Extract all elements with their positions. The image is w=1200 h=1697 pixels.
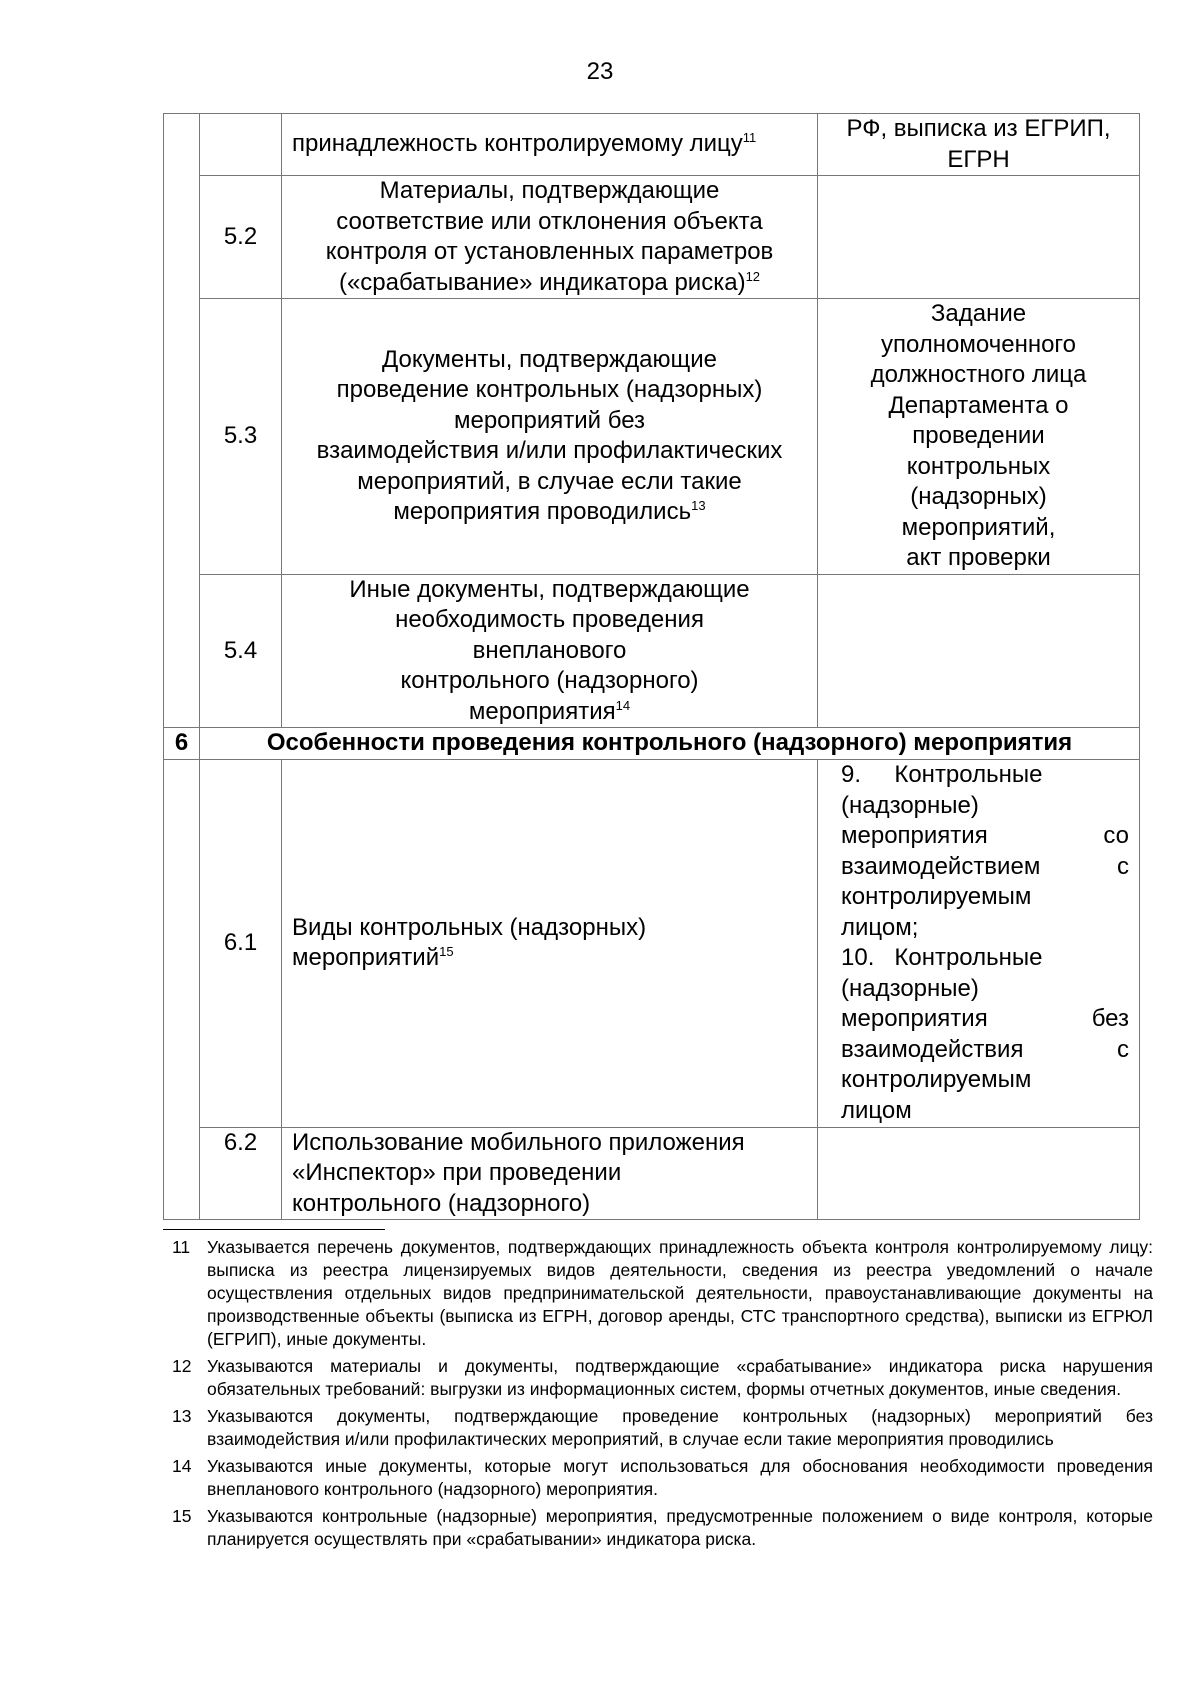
list-item-10: 10. Контрольные (надзорные) мероприятия без взаимодействия с контролируемым лицом — [841, 944, 1129, 1124]
footnote-number: 13 — [172, 1406, 192, 1426]
row-number: 5.2 — [200, 176, 282, 299]
table-row-6-1 — [164, 759, 1140, 1127]
table-row-5-2 — [164, 176, 1140, 299]
row-number: 6.2 — [200, 1127, 282, 1220]
footnote-number: 11 — [172, 1237, 191, 1257]
row-number: 5.4 — [200, 574, 282, 728]
document-table — [163, 113, 1140, 1220]
footnote-text: Указывается перечень документов, подтверждающих принадлежность объекта контроля контролируемому лицу: выписка из реестра лицензируемых видов деятельности, сведения из реестра уведомлений о начале осуществления отдельных видов предпринимательской деятельности, правоустанавливающие документы на производственные объекты (выписка из ЕГРН, договор аренды, СТС транспортного средства), выписки из ЕГРЮЛ (ЕГРИП), иные документы. — [207, 1237, 1153, 1349]
list-item-9: 9. Контрольные (надзорные) мероприятия со взаимодействием с контролируемым лицом; — [841, 761, 1129, 941]
row-number: 5.3 — [200, 299, 282, 575]
footnote-ref: 15 — [439, 944, 454, 959]
footnote-text: Указываются материалы и документы, подтверждающие «срабатывание» индикатора риска нарушения обязательных требований: выгрузки из информационных систем, формы отчетных документов, иные сведения. — [207, 1356, 1153, 1399]
footnote-ref: 11 — [742, 130, 757, 146]
section-5-cell — [164, 114, 200, 728]
footnotes — [163, 1236, 1153, 1555]
footnote-ref: 14 — [615, 697, 631, 713]
document-description: Виды контрольных (надзорных) мероприятий$^{15}$ — [282, 759, 818, 1127]
document-description: Иные документы, подтверждающие необходимость проведения внепланового контрольного (надзорного) мероприятия$^{14}$ — [282, 574, 818, 728]
section-title: Особенности проведения контрольного (надзорного) мероприятия — [200, 728, 1140, 760]
footnote-ref: 12 — [745, 268, 761, 284]
footnote-number: 14 — [172, 1456, 192, 1476]
table-row-5-4 — [164, 574, 1140, 728]
table-row-continuation — [164, 114, 1140, 176]
footnote-separator — [163, 1229, 385, 1230]
document-description: Использование мобильного приложения «Инспектор» при проведении контрольного (надзорного) — [282, 1127, 818, 1220]
row-number: 6.1 — [200, 759, 282, 1127]
section-number: 6 — [164, 728, 200, 760]
document-description: принадлежность контролируемому лицу$^{11}$ — [282, 114, 818, 176]
inspection-types-list — [818, 759, 1140, 1127]
footnote-text: Указываются иные документы, которые могут использоваться для обоснования необходимости проведения внепланового контрольного (надзорного) мероприятия. — [207, 1456, 1153, 1499]
footnote-number: 15 — [172, 1506, 192, 1526]
table-row-5-3 — [164, 299, 1140, 575]
footnote-text: Указываются контрольные (надзорные) мероприятия, предусмотренные положением о виде контроля, которые планируется осуществлять при «срабатывании» индикатора риска. — [207, 1506, 1153, 1549]
table-row-6-2 — [164, 1127, 1140, 1220]
document-source: Задание уполномоченного должностного лица Департамента о проведении контрольных (надзорных) мероприятий, акт проверки — [818, 299, 1140, 575]
footnote — [163, 1236, 1153, 1351]
page-number: 23 — [586, 58, 614, 85]
footnote — [163, 1355, 1153, 1401]
document-description: Материалы, подтверждающие соответствие или отклонения объекта контроля от установленных параметров («срабатывание» индикатора риска)$^{12}$ — [282, 176, 818, 299]
footnote — [163, 1455, 1153, 1501]
footnote-text: Указываются документы, подтверждающие проведение контрольных (надзорных) мероприятий без взаимодействия и/или профилактических мероприятий, в случае если такие мероприятия проводились — [207, 1406, 1153, 1449]
row-number-cell — [200, 114, 282, 176]
document-source — [818, 176, 1140, 299]
document-source — [818, 574, 1140, 728]
section-6-cell — [164, 759, 200, 1220]
table-row-section-6 — [164, 728, 1140, 760]
footnote-number: 12 — [172, 1356, 192, 1376]
footnote — [163, 1405, 1153, 1451]
footnote-ref: 13 — [691, 498, 706, 514]
document-source: РФ, выписка из ЕГРИП, ЕГРН — [818, 114, 1140, 176]
footnote — [163, 1505, 1153, 1551]
document-description: Документы, подтверждающие проведение контрольных (надзорных) мероприятий без взаимодействия и/или профилактических мероприятий, в случае если такие мероприятия проводились$^{13}$ — [282, 299, 818, 575]
document-source — [818, 1127, 1140, 1220]
